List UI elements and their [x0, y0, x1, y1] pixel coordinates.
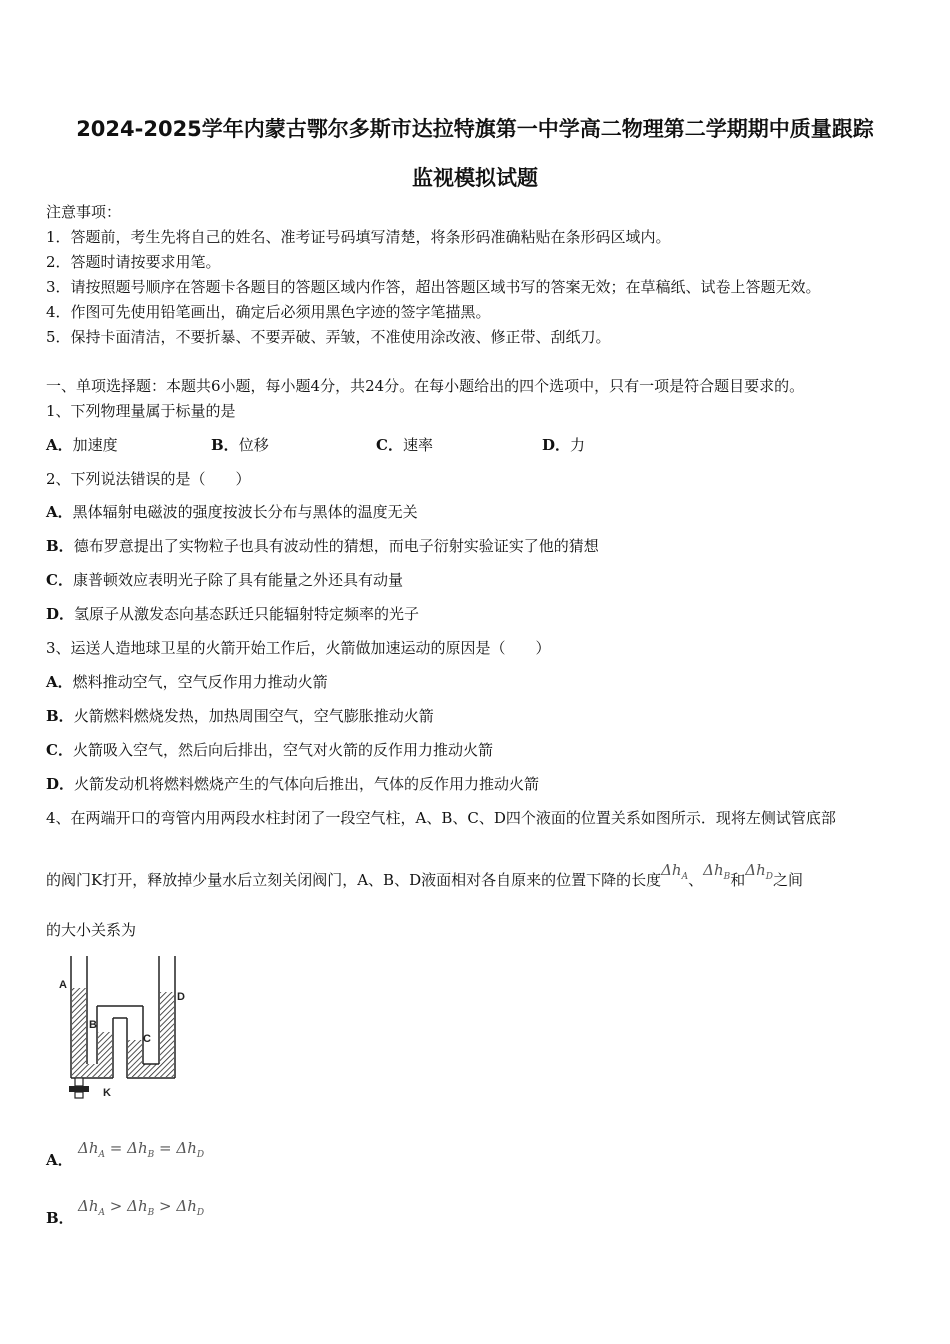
q1-option-a[interactable]: [46, 435, 118, 455]
q1-stem: 1、下列物理量属于标量的是: [46, 402, 236, 420]
option-letter: A．: [46, 436, 73, 454]
option-text: 燃料推动空气，空气反作用力推动火箭: [72, 673, 328, 691]
option-letter: D．: [542, 436, 571, 454]
option-text: 氢原子从激发态向基态跃迁只能辐射特定频率的光子: [74, 605, 420, 623]
q3-stem: 3、运送人造地球卫星的火箭开始工作后，火箭做加速运动的原因是（ ）: [46, 639, 551, 657]
option-letter: B．: [46, 537, 74, 555]
option-text: 位移: [238, 436, 269, 454]
option-letter: D．: [46, 605, 75, 623]
option-text: 力: [570, 436, 586, 454]
notice-heading: 注意事项：: [46, 203, 122, 221]
option-letter: C．: [376, 436, 403, 454]
q4-option-a-expr: $\Delta h_A = \Delta h_B = \Delta h_D$: [78, 1139, 205, 1160]
option-letter: C．: [46, 741, 73, 759]
q3-option-b[interactable]: [46, 706, 434, 726]
page-title-line1: 2024-2025学年内蒙古鄂尔多斯市达拉特旗第一中学高二物理第二学期期中质量跟踪: [76, 117, 874, 141]
option-letter: B．: [46, 707, 74, 725]
option-letter: A．: [46, 503, 73, 521]
option-letter: A．: [46, 673, 73, 691]
notice-item-2: 2．答题时请按要求用笔。: [46, 253, 221, 271]
q1-option-b[interactable]: [211, 435, 269, 455]
option-text: 火箭燃料燃烧发热，加热周围空气，空气膨胀推动火箭: [73, 707, 434, 725]
option-letter: B．: [46, 1209, 74, 1227]
label-c: C: [143, 1033, 151, 1045]
label-d: D: [177, 991, 185, 1003]
option-text: 黑体辐射电磁波的强度按波长分布与黑体的温度无关: [72, 503, 418, 521]
q4-stem-text-a: 的阀门K打开，释放掉少量水后立刻关闭阀门，A、B、D液面相对各自原来的位置下降的长度: [46, 871, 662, 889]
q4-sep1: 、: [688, 871, 704, 889]
option-text: 加速度: [72, 436, 118, 454]
notice-item-4: 4．作图可先使用铅笔画出，确定后必须用黑色字迹的签字笔描黑。: [46, 303, 491, 321]
option-letter: A．: [46, 1151, 73, 1169]
page-title-line2: 监视模拟试题: [412, 166, 538, 190]
q3-option-d[interactable]: [46, 774, 539, 794]
q4-option-b-expr: $\Delta h_A > \Delta h_B > \Delta h_D$: [78, 1197, 205, 1218]
option-letter: B．: [211, 436, 239, 454]
option-text: 速率: [402, 436, 433, 454]
option-text: 康普顿效应表明光子除了具有能量之外还具有动量: [72, 571, 403, 589]
q4-stem-text-b: 之间: [772, 871, 803, 889]
delta-h-a: $\Delta h_A$: [661, 861, 689, 882]
notice-item-1: 1．答题前，考生先将自己的姓名、准考证号码填写清楚，将条形码准确粘贴在条形码区域内。: [46, 228, 671, 246]
delta-h-d: $\Delta h_D$: [745, 861, 773, 882]
delta-h-b: $\Delta h_B$: [703, 861, 731, 882]
q1-option-d[interactable]: [542, 435, 585, 455]
q3-option-c[interactable]: [46, 740, 493, 760]
u-tube-figure: [55, 950, 195, 1102]
q4-option-b[interactable]: [46, 1208, 74, 1228]
q2-option-b[interactable]: [46, 536, 599, 556]
q4-stem-line2: [46, 861, 803, 897]
option-letter: C．: [46, 571, 73, 589]
notice-item-5: 5．保持卡面清洁，不要折暴、不要弄破、弄皱，不准使用涂改液、修正带、刮纸刀。: [46, 328, 611, 346]
q2-option-c[interactable]: [46, 570, 403, 590]
notice-item-3: 3．请按照题号顺序在答题卡各题目的答题区域内作答，超出答题区域书写的答案无效；在草稿纸、试卷上答题无效。: [46, 278, 821, 296]
option-letter: D．: [46, 775, 75, 793]
q4-stem-line3: 的大小关系为: [46, 921, 137, 939]
q1-option-c[interactable]: [376, 435, 433, 455]
label-a: A: [59, 979, 67, 991]
option-text: 德布罗意提出了实物粒子也具有波动性的猜想，而电子衍射实验证实了他的猜想: [73, 537, 599, 555]
option-text: 火箭发动机将燃料燃烧产生的气体向后推出，气体的反作用力推动火箭: [74, 775, 540, 793]
label-b: B: [89, 1019, 97, 1031]
q4-option-a[interactable]: [46, 1150, 73, 1170]
q2-option-d[interactable]: [46, 604, 419, 624]
option-text: 火箭吸入空气，然后向后排出，空气对火箭的反作用力推动火箭: [72, 741, 493, 759]
q3-option-a[interactable]: [46, 672, 328, 692]
q2-option-a[interactable]: [46, 502, 418, 522]
label-k: K: [103, 1087, 111, 1099]
section-heading: 一、单项选择题：本题共6小题，每小题4分，共24分。在每小题给出的四个选项中，只有一项是符合题目要求的。: [46, 377, 805, 395]
q4-stem-line1: 4、在两端开口的弯管内用两段水柱封闭了一段空气柱，A、B、C、D四个液面的位置关系如图所示．现将左侧试管底部: [46, 809, 836, 827]
q2-stem: 2、下列说法错误的是（ ）: [46, 470, 251, 488]
q4-sep2: 和: [730, 871, 746, 889]
